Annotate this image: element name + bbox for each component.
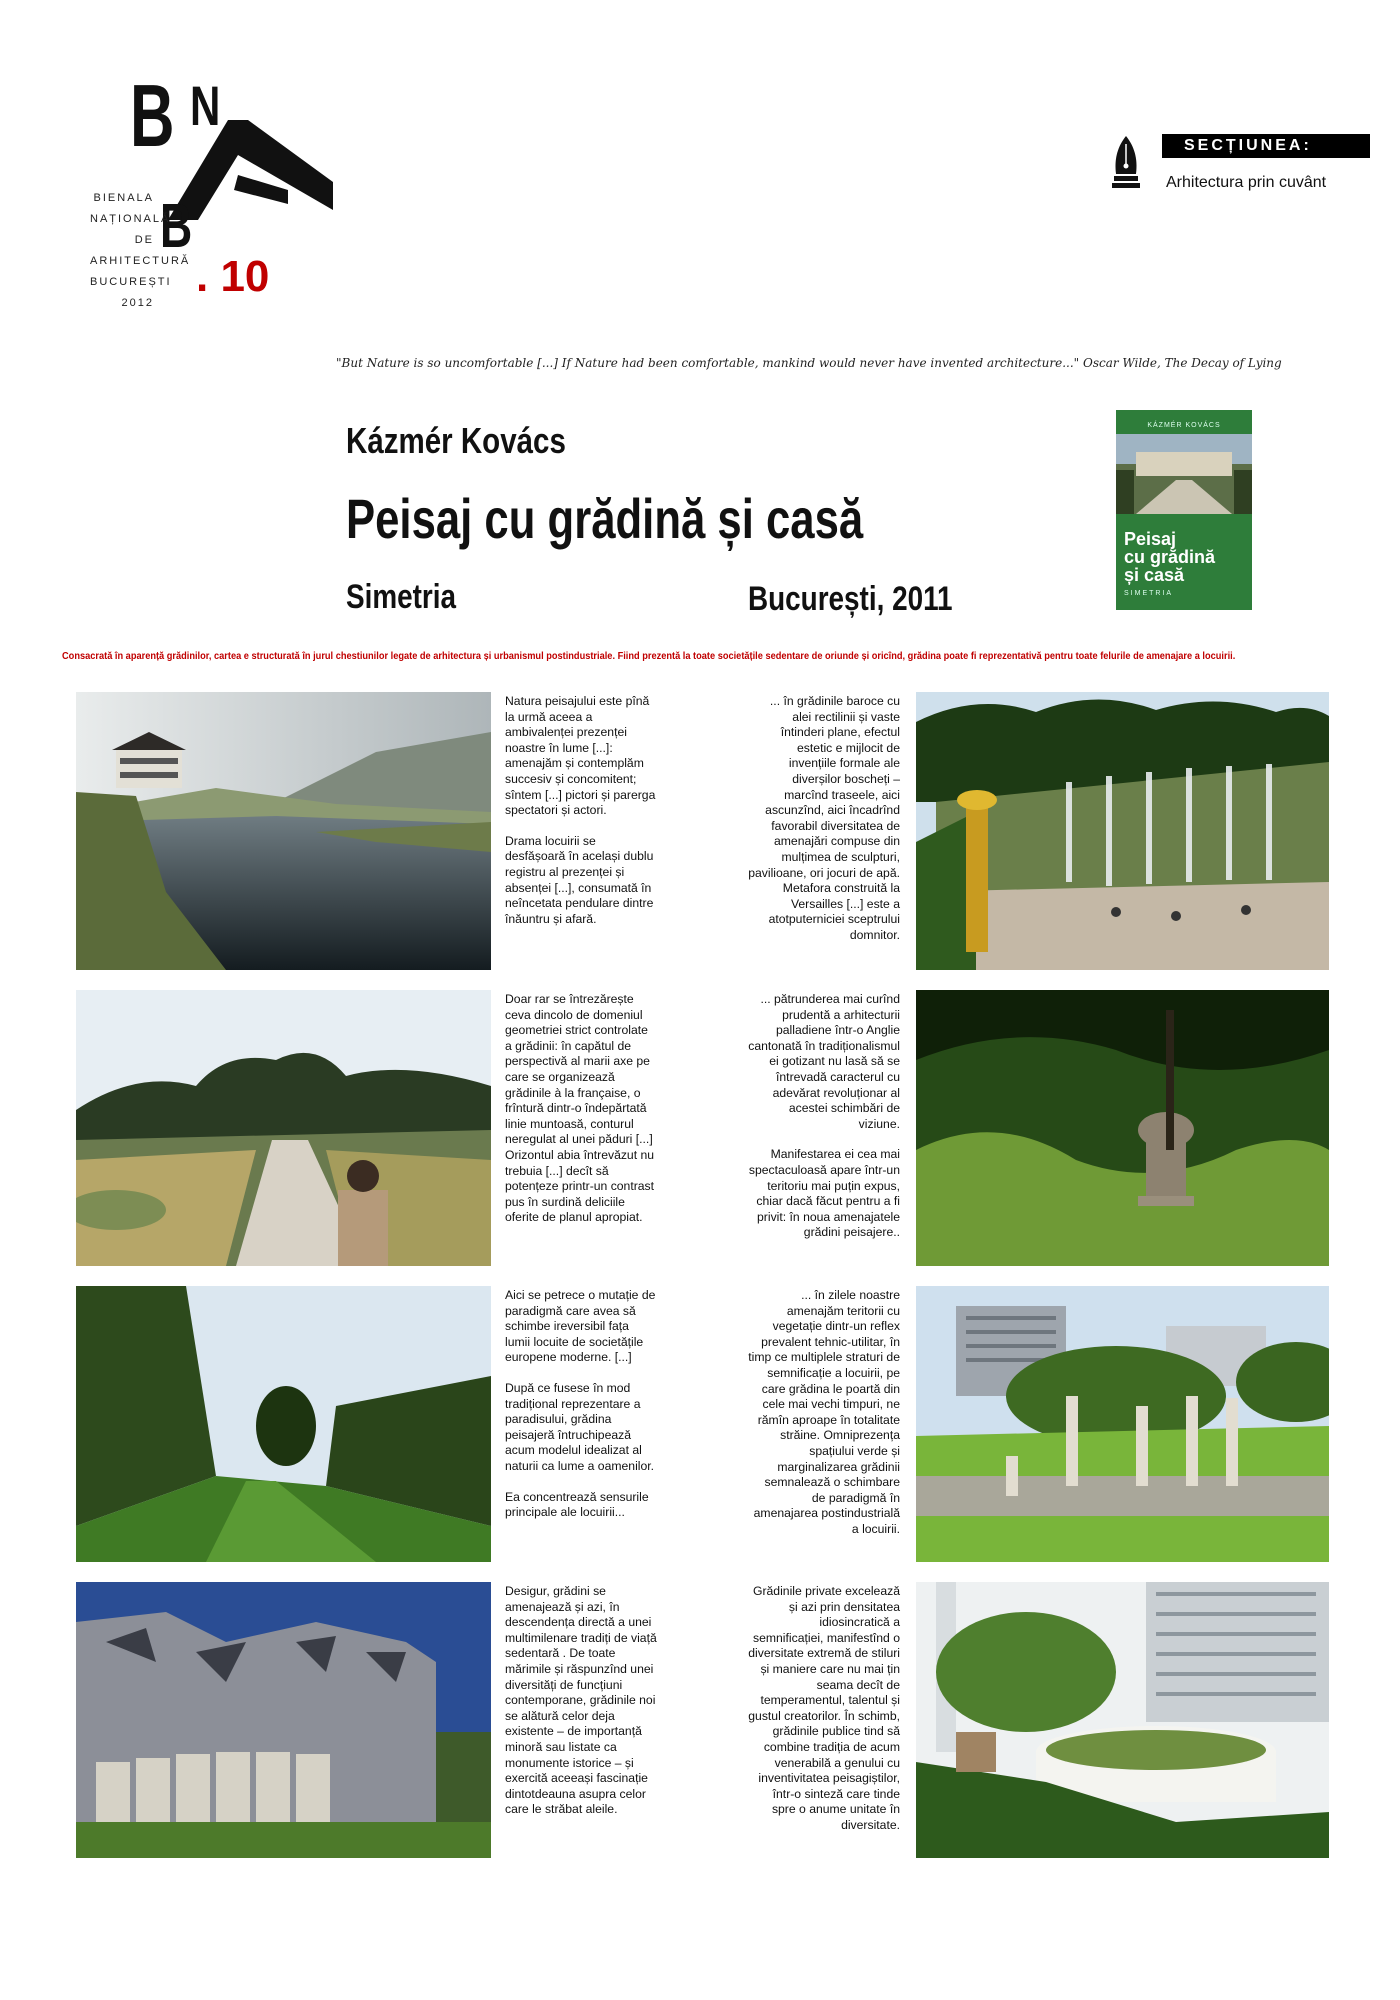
paragraph: Natura peisajului este pînă la urmă aceea a ambivalenței prezenței noastre în lume [...]: amenajăm și contemplăm succesiv și concomitent; sîntem [...] pictori și parerga spectatori și actori. — [505, 694, 656, 818]
logo-edition: . 10 — [196, 252, 270, 301]
paragraph: Desigur, grădini se amenajează și azi, în descendența directă a unei multimilenare tradiți de viață sedentară . De toate mărimile și răspunzînd unei diversități de funcțiuni contemporane, grădinile noi se alătură celor deja existente – de importanță minoră sau listate ca monumente istorice – și exercită aceeași fascinație dintotdeauna asupra celor care le străbat aleile. — [505, 1584, 657, 1817]
paragraph: Drama locuirii se desfășoară în același dublu registru al prezenței și absenței [...], consumată în neîncetata pendulare dintre înăuntru și afară. — [505, 833, 654, 926]
text-row4-right — [748, 1584, 900, 1849]
logo-subtitle-line: BUCUREȘTI — [90, 276, 172, 288]
book-cover-publisher: SIMETRIA — [1124, 590, 1174, 597]
book-cover — [1116, 410, 1252, 610]
book-cover-title — [1124, 530, 1215, 584]
paragraph: Grădinile private excelează și azi prin densitatea idiosincratică a semnificației, manifestînd o diversitate extremă de stiluri și maniere care nu mai țin seama decît de temperamentul, talentul și gustul creatorilor. În schimb, grădinile publice tind să combine tradiția de acum venerabilă a genului cu inventivitatea peisagiștilor, într-o sinteză care tinde spre o anume unitate în diversitate. — [748, 1584, 900, 1832]
text-row2-left — [505, 992, 657, 1241]
section-name: Arhitectura prin cuvânt — [1166, 174, 1327, 191]
logo-letter-b2: B — [160, 192, 193, 261]
photo-french-garden-woman — [76, 990, 491, 1266]
photo-mountain-lake-house — [76, 692, 491, 970]
logo-subtitle — [90, 188, 191, 314]
paragraph: Manifestarea ei cea mai spectaculoasă apare într-un teritoriu mai puțin expus, chiar dacă făcut pentru a fi privit: în noua amenajatele grădini peisajere.. — [748, 1147, 900, 1240]
text-row3-right — [748, 1288, 900, 1553]
text-row2-right — [748, 992, 900, 1256]
text-row1-right — [748, 694, 900, 959]
logo-letter-b1: B — [130, 66, 175, 165]
paragraph: Doar rar se întrezărește ceva dincolo de domeniul geometriei strict controlate a grădinii: în capătul de perspectivă al marii axe pe care se organizează grădinile à la française, o frîntură dintr-o îndepărtată linie muntoasă, conturul neregulat al unei păduri [...] Orizontul abia întrevăzut nu trebuia [...] decît să potențeze printr-un contrast pus în surdină deliciile oferite de planul apropiat. — [505, 992, 655, 1225]
book-place-year: București, 2011 — [748, 580, 953, 618]
book-cover-title-line: și casă — [1124, 565, 1185, 585]
book-cover-author: KÁZMÉR KOVÁCS — [1147, 422, 1221, 429]
paragraph: ... pătrunderea mai curînd prudentă a arhitecturii palladiene într-o Anglie cantonată în tradiționalismul ei gotizant nu lasă să se întrevadă caracterul cu adevărat revoluționar al acestei schimbări de viziune. — [748, 992, 900, 1131]
photo-versailles-fountains — [916, 692, 1329, 970]
text-row3-left — [505, 1288, 657, 1536]
book-publisher: Simetria — [346, 578, 457, 616]
book-cover-title-line: cu grădină — [1124, 547, 1216, 567]
logo-letter-n: N — [190, 74, 221, 137]
fountain-pen-icon — [1108, 134, 1144, 192]
book-title: Peisaj cu grădină și casă — [346, 487, 864, 550]
intro-summary: Consacrată în aparență grădinilor, cartea e structurată în jurul chestiunilor legate de arhitectura și urbanismul postindustriale. Fiind prezentă la toate societățile sedentare de oriunde și oricînd, grădina poate fi reprezentativă pentru toate felurile de amenajare a locuirii. — [62, 650, 1236, 662]
book-cover-photo — [1116, 434, 1252, 514]
epigraph-quote: "But Nature is so uncomfortable [...] If Nature had been comfortable, mankind would never have invented architecture..." Oscar Wilde, The Decay of Lying — [336, 356, 1282, 370]
text-row4-left — [505, 1584, 657, 1833]
paragraph: Aici se petrece o mutație de paradigmă care avea să schimbe ireversibil fața lumii locuite de societățile europene moderne. [...] — [505, 1288, 656, 1365]
text-row1-left — [505, 694, 657, 942]
section-label: SECȚIUNEA: — [1162, 134, 1370, 158]
photo-modern-building-garden — [76, 1582, 491, 1858]
book-author: Kázmér Kovács — [346, 420, 566, 461]
paragraph: După ce fusese în mod tradițional reprezentare a paradisului, grădina peisajeră întruchipează acum modelul idealizat al naturii ca lume a oamenilor. — [505, 1380, 655, 1473]
paragraph: ... în zilele noastre amenajăm teritorii cu vegetație dintr-un reflex prevalent tehnic-utilitar, în timp ce multiplele straturi de semnificație a locuirii, pe care grădina le poartă din cele mai vechi timpuri, ne rămîn aproape în totalitate străine. Omniprezența spațiului verde și marginalizarea grădinii semnalează o schimbare de paradigmă în amenajarea postindustrială a locuirii. — [748, 1288, 900, 1536]
logo-subtitle-line: DE — [134, 234, 154, 246]
paragraph: Ea concentrează sensurile principale ale locuirii... — [505, 1489, 649, 1520]
paragraph: ... în grădinile baroce cu alei rectilinii și vaste întinderi plane, efectul estetic e mijlocit de invențiile formale ale diverșilor boscheți – marcînd traseele, aici ascunzînd, aici încadrînd favorabil diversitatea de amenajări compuse din mulțimea de sculpturi, pavilioane, ori jocuri de apă. Metafora construită la Versailles [...] este a atotputerniciei sceptrului domnitor. — [748, 694, 900, 942]
logo-subtitle-line: ARHITECTURĂ — [90, 255, 191, 267]
photo-hedge-avenue — [76, 1286, 491, 1562]
logo-subtitle-line: NAȚIONALĂ — [90, 213, 171, 225]
photo-rooftop-garden — [916, 1582, 1329, 1858]
logo-subtitle-line: BIENALA — [93, 192, 154, 204]
photo-english-garden-urn — [916, 990, 1329, 1266]
logo-subtitle-line: 2012 — [121, 297, 154, 309]
logo-letter-a-shape — [168, 120, 333, 220]
photo-ruins-park — [916, 1286, 1329, 1562]
book-cover-title-line: Peisaj — [1124, 529, 1177, 549]
